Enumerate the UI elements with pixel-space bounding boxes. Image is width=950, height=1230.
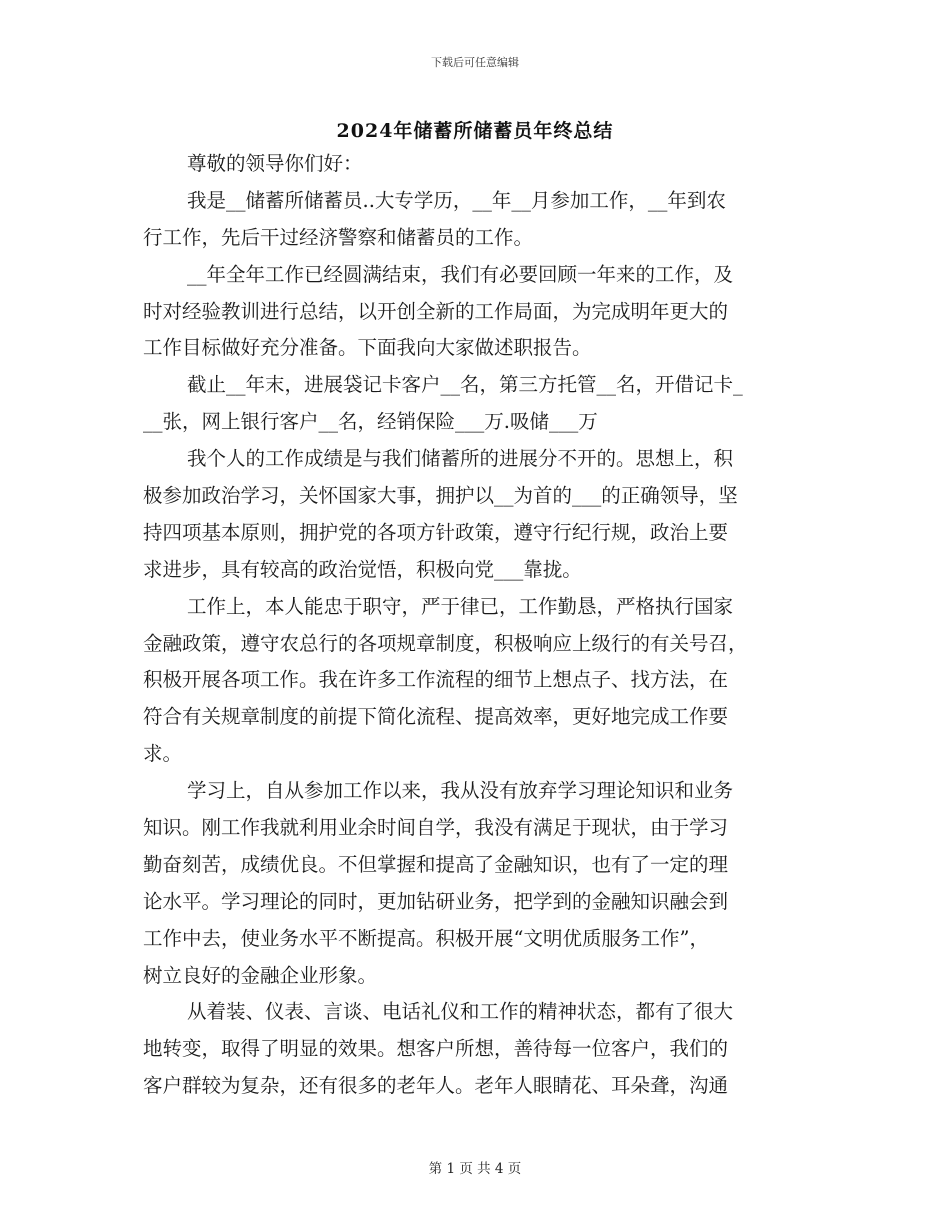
text-line: 工作中去，使业务水平不断提高。积极开展“文明优质服务工作”， <box>143 926 709 950</box>
text-line: 金融政策，遵守农总行的各项规章制度，积极响应上级行的有关号召， <box>143 631 748 655</box>
text-line: 树立良好的金融企业形象。 <box>143 963 378 987</box>
text-line: 求。 <box>143 742 183 766</box>
text-line: __年全年工作已经圆满结束，我们有必要回顾一年来的工作，及 <box>187 262 734 286</box>
text-line: 从着装、仪表、言谈、电话礼仪和工作的精神状态，都有了很大 <box>187 1000 734 1024</box>
text-line: 极参加政治学习，关怀国家大事，拥护以__为首的___的正确领导，坚 <box>143 484 738 508</box>
document-title: 2024年储蓄所储蓄员年终总结 <box>336 120 614 142</box>
text-line: 行工作，先后干过经济警察和储蓄员的工作。 <box>143 225 534 249</box>
document-body <box>143 146 811 1105</box>
text-line: 地转变，取得了明显的效果。想客户所想，善待每一位客户，我们的 <box>143 1037 729 1061</box>
text-line: 积极开展各项工作。我在许多工作流程的细节上想点子、找方法，在 <box>143 668 729 692</box>
header-note: 下载后可任意编辑 <box>431 56 519 69</box>
text-line: 我是__储蓄所储蓄员..大专学历，__年__月参加工作，__年到农 <box>187 188 726 212</box>
text-line: 学习上，自从参加工作以来，我从没有放弃学习理论知识和业务 <box>187 779 734 803</box>
text-line: 论水平。学习理论的同时，更加钻研业务，把学到的金融知识融会到 <box>143 889 729 913</box>
text-line: 尊敬的领导你们好： <box>187 152 363 175</box>
text-line: 我个人的工作成绩是与我们储蓄所的进展分不开的。思想上，积 <box>187 447 734 471</box>
page-number: 第 1 页 共 4 页 <box>428 1161 522 1177</box>
text-line: 时对经验教训进行总结，以开创全新的工作局面，为完成明年更大的 <box>143 299 729 323</box>
text-line: 勤奋刻苦，成绩优良。不但掌握和提高了金融知识，也有了一定的理 <box>143 852 729 876</box>
text-line: 求进步，具有较高的政治觉悟，积极向党___靠拢。 <box>143 557 582 581</box>
text-line: 知识。刚工作我就利用业余时间自学，我没有满足于现状，由于学习 <box>143 816 729 840</box>
text-line: __张，网上银行客户__名，经销保险___万.吸储___万 <box>143 410 598 434</box>
text-line: 客户群较为复杂，还有很多的老年人。老年人眼睛花、耳朵聋，沟通 <box>143 1074 729 1098</box>
text-line: 工作目标做好充分准备。下面我向大家做述职报告。 <box>143 336 592 360</box>
text-line: 符合有关规章制度的前提下简化流程、提高效率，更好地完成工作要 <box>143 705 729 729</box>
text-line: 截止__年末，进展袋记卡客户__名，第三方托管__名，开借记卡_ <box>187 373 743 397</box>
text-line: 工作上，本人能忠于职守，严于律已，工作勤恳，严格执行国家 <box>187 594 734 618</box>
text-line: 持四项基本原则，拥护党的各项方针政策，遵守行纪行规，政治上要 <box>143 520 729 544</box>
